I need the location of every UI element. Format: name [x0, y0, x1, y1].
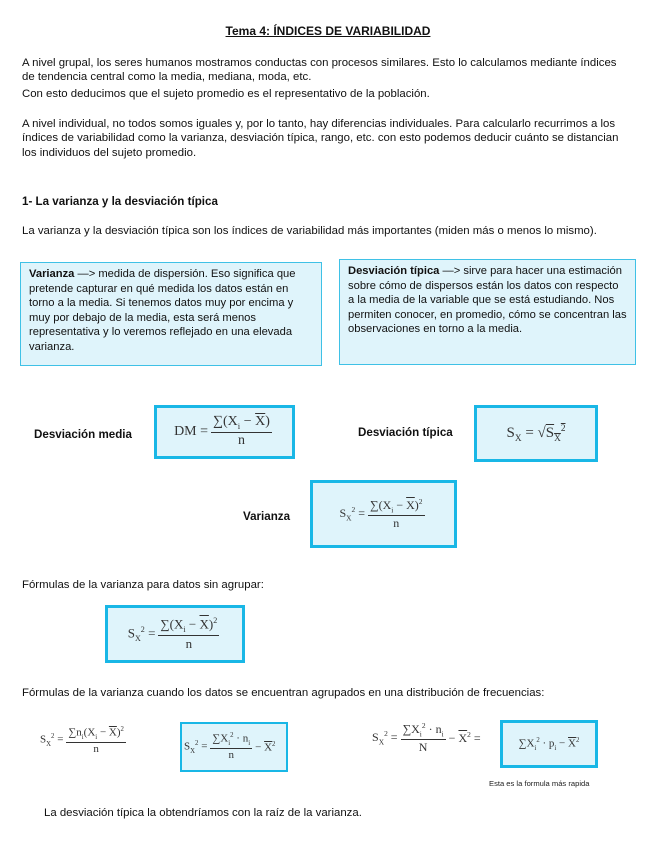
formula-agrupada-1: $S_X^2$ = $\frac{\sum n_i(X_i - \overline{X})^2}{n}$ [40, 726, 124, 755]
definition-arrow: —> [74, 268, 99, 280]
definition-box-varianza [20, 262, 322, 366]
formula-desviacion-tipica: $S_X = √S_X^2$ [474, 405, 598, 462]
closing-paragraph: La desviación típica la obtendríamos con la raíz de la varianza. [44, 807, 362, 819]
formula-desviacion-media: DM = $\frac{\sum(X_i - \overline{X})}{n}$ [154, 405, 295, 459]
section-heading-sin-agrupar: Fórmulas de la varianza para datos sin agrupar: [22, 579, 264, 591]
label-desviacion-tipica: Desviación típica [358, 426, 453, 439]
definition-box-desviacion-tipica [339, 259, 636, 365]
formula-agrupada-2: $S_X^2$ = $\frac{\sum X_i^2 \cdot n_i}{n}$ − $\overline{X}^2$ [180, 722, 288, 772]
definition-term-desviacion: Desviación típica [348, 265, 440, 277]
section-paragraph: La varianza y la desviación típica son los índices de variabilidad más importantes (miden más o menos lo mismo). [22, 225, 597, 237]
page-title: Tema 4: ÍNDICES DE VARIABILIDAD [225, 24, 431, 38]
formula-varianza-sin-agrupar: $S_X^2$ = $\frac{\sum(X_i - \overline{X})^2}{n}$ [105, 605, 245, 663]
label-varianza: Varianza [243, 510, 291, 523]
definition-arrow: —> [439, 265, 464, 277]
intro-paragraph-2: Con esto deducimos que el sujeto promedio es el representativo de la población. [22, 88, 430, 100]
definition-term-varianza: Varianza [29, 268, 75, 280]
definition-text-desviacion: sirve para hacer una estimación sobre cómo de dispersos están los datos con respecto a la media de la variable que se está estudiando. Nos permiten conocer, en promedio, cómo se concentran las observaciones en torno a la media. [348, 265, 627, 336]
label-desviacion-media: Desviación media [34, 428, 132, 441]
note-formula-rapida: Esta es la formula más rapida [489, 779, 590, 788]
intro-paragraph-1: A nivel grupal, los seres humanos mostramos conductas con procesos similares. Esto lo calculamos mediante índices de tendencia central como la media, mediana, moda, etc. [22, 57, 617, 84]
formula-varianza: $S_X^2$ = $\frac{\sum(X_i - \overline{X})^2}{n}$ [310, 480, 457, 548]
formula-agrupada-3: $S_X^2$ = $\frac{\sum X_i^2 \cdot n_i}{N}$ − $\overline{X}^2$ = [372, 721, 481, 755]
definition-text-varianza: medida de dispersión. Eso significa que pretende capturar en qué medida los datos están en torno a la media. Si tenemos datos muy por encima y muy por debajo de la media, esta será menos representativa y lo veremos reflejado en una elevada varianza. [29, 268, 296, 353]
intro-paragraph-3: A nivel individual, no todos somos iguales y, por lo tanto, hay diferencias individuales. Para calcularlo recurrimos a los índices de variabilidad como la varianza, desviación típica, rango, etc. con esto podemos deducir cuánto se distancian los individuos del sujeto promedio. [22, 118, 619, 159]
formula-agrupada-rapida: $\sum X_i^2 \cdot p_i - \overline{X}^2$ [500, 720, 598, 768]
section-heading-agrupados: Fórmulas de la varianza cuando los datos se encuentran agrupados en una distribución de frecuencias: [22, 687, 545, 699]
section-heading-varianza-desviacion: 1- La varianza y la desviación típica [22, 195, 218, 208]
